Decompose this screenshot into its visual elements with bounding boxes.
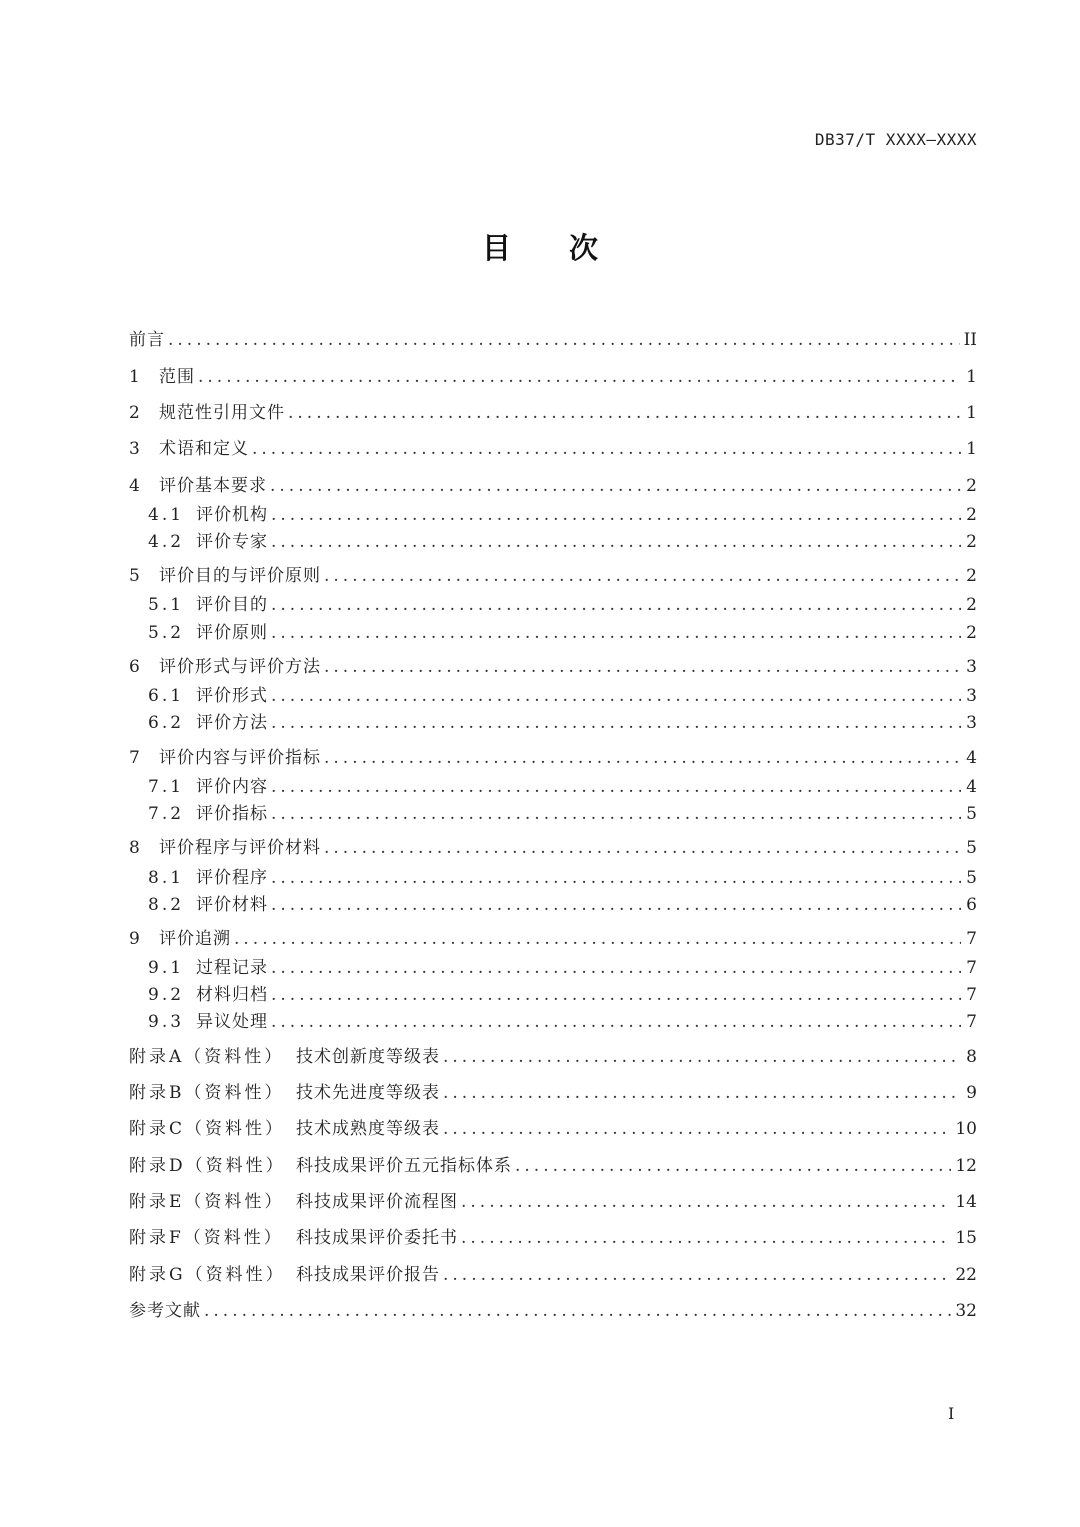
toc-entry-label [129, 802, 268, 826]
toc-entry[interactable] [129, 802, 977, 826]
toc-entry-page: 1 [966, 403, 977, 423]
toc-entry-number: 附录B（资料性） [129, 1083, 285, 1103]
toc-entry-title: 评价内容 [196, 777, 268, 797]
toc-entry-title: 技术成熟度等级表 [296, 1119, 440, 1139]
toc-entry-page: 7 [966, 985, 977, 1005]
toc-entry-label [129, 564, 321, 588]
toc-entry[interactable] [129, 621, 977, 645]
toc-entry[interactable] [129, 1117, 977, 1141]
toc-entry-page: 14 [955, 1192, 977, 1212]
toc-entry-label [129, 836, 321, 860]
toc-entry-page: 3 [966, 686, 977, 706]
toc-entry-number: 附录E（资料性） [129, 1192, 285, 1212]
toc-entry-number: 9.1 [148, 958, 185, 978]
toc-entry[interactable] [129, 1263, 977, 1287]
toc-entry-page: 10 [955, 1119, 977, 1139]
toc-dot-leader [271, 530, 961, 554]
toc-dot-leader [271, 621, 961, 645]
toc-entry[interactable] [129, 983, 977, 1007]
toc-dot-leader [443, 1117, 951, 1141]
toc-entry[interactable] [129, 746, 977, 770]
toc-entry-title: 科技成果评价五元指标体系 [296, 1156, 512, 1176]
toc-entry[interactable] [129, 893, 977, 917]
toc-entry-title: 评价方法 [196, 713, 268, 733]
toc-entry-label [129, 1299, 201, 1323]
toc-entry-label [129, 1045, 440, 1069]
toc-entry-title: 规范性引用文件 [159, 403, 285, 423]
toc-entry-title: 评价材料 [196, 895, 268, 915]
toc-entry[interactable] [129, 1154, 977, 1178]
toc-entry-page: 5 [966, 804, 977, 824]
toc-entry[interactable] [129, 564, 977, 588]
toc-entry-label [129, 401, 285, 425]
toc-entry-label [129, 1263, 440, 1287]
toc-entry-label [129, 530, 268, 554]
toc-entry-number: 1 [129, 367, 143, 387]
toc-entry-label [129, 893, 268, 917]
toc-entry-title: 材料归档 [196, 985, 268, 1005]
toc-entry[interactable] [129, 927, 977, 951]
toc-entry-page: 8 [966, 1047, 977, 1067]
toc-entry-title: 技术先进度等级表 [296, 1083, 440, 1103]
toc-entry[interactable] [129, 593, 977, 617]
toc-entry[interactable] [129, 1081, 977, 1105]
toc-entry-title: 评价专家 [196, 532, 268, 552]
toc-entry-title: 异议处理 [196, 1012, 268, 1032]
toc-entry[interactable] [129, 1190, 977, 1214]
toc-entry[interactable] [129, 401, 977, 425]
toc-entry[interactable] [129, 365, 977, 389]
toc-entry-label [129, 746, 321, 770]
toc-dot-leader [515, 1154, 951, 1178]
toc-entry-title: 过程记录 [196, 958, 268, 978]
toc-entry-title: 评价程序 [196, 868, 268, 888]
toc-entry-title: 评价形式 [196, 686, 268, 706]
toc-entry-title: 评价机构 [196, 505, 268, 525]
toc-entry-number: 6.1 [148, 686, 185, 706]
toc-entry[interactable] [129, 503, 977, 527]
toc-entry-page: 3 [966, 657, 977, 677]
toc-entry-number: 9.2 [148, 985, 185, 1005]
toc-entry-label [129, 655, 321, 679]
toc-entry-page: 6 [966, 895, 977, 915]
toc-entry-label [129, 593, 268, 617]
toc-entry-number: 4.1 [148, 505, 185, 525]
toc-entry[interactable] [129, 1226, 977, 1250]
toc-entry-page: 1 [966, 367, 977, 387]
toc-entry[interactable] [129, 866, 977, 890]
toc-entry-number: 6 [129, 657, 143, 677]
toc-entry-page: 32 [955, 1301, 977, 1321]
toc-entry-page: 7 [966, 958, 977, 978]
toc-entry[interactable] [129, 684, 977, 708]
toc-entry-page: 2 [966, 566, 977, 586]
toc-entry-page: 2 [966, 623, 977, 643]
toc-entry-label [129, 711, 268, 735]
toc-dot-leader [324, 655, 961, 679]
toc-entry-number: 附录A（资料性） [129, 1047, 285, 1067]
toc-entry-label [129, 866, 268, 890]
toc-entry-number: 附录G（资料性） [129, 1265, 286, 1285]
toc-dot-leader [271, 711, 961, 735]
toc-entry-number: 2 [129, 403, 143, 423]
toc-dot-leader [271, 866, 961, 890]
toc-entry-number: 9 [129, 929, 143, 949]
toc-entry-label [129, 437, 249, 461]
toc-entry-number: 6.2 [148, 713, 185, 733]
toc-dot-leader [204, 1299, 951, 1323]
toc-dot-leader [271, 503, 961, 527]
toc-entry-title: 评价目的 [196, 595, 268, 615]
toc-entry-title: 技术创新度等级表 [296, 1047, 440, 1067]
toc-entry-number: 7.2 [148, 804, 185, 824]
toc-entry-label [129, 684, 268, 708]
toc-entry-title: 评价内容与评价指标 [159, 748, 321, 768]
toc-dot-leader [168, 328, 960, 352]
toc-entry-label [129, 983, 268, 1007]
toc-dot-leader [324, 836, 961, 860]
toc-entry-label [129, 1190, 458, 1214]
toc-entry-label [129, 1226, 458, 1250]
toc-entry-page: 5 [966, 838, 977, 858]
toc-entry[interactable] [129, 437, 977, 461]
toc-dot-leader [270, 474, 961, 498]
toc-entry-page: 12 [955, 1156, 977, 1176]
toc-entry[interactable] [129, 655, 977, 679]
toc-entry-title: 科技成果评价委托书 [296, 1228, 458, 1248]
toc-entry[interactable] [129, 1045, 977, 1069]
toc-entry-title: 评价追溯 [159, 929, 231, 949]
toc-dot-leader [271, 802, 961, 826]
toc-entry-title: 科技成果评价流程图 [296, 1192, 458, 1212]
toc-entry-label [129, 621, 268, 645]
toc-dot-leader [271, 893, 961, 917]
toc-entry-label [129, 775, 268, 799]
toc-entry-label [129, 474, 267, 498]
toc-entry[interactable] [129, 711, 977, 735]
toc-entry[interactable] [129, 836, 977, 860]
toc-entry-page: 4 [966, 748, 977, 768]
toc-entry-number: 9.3 [148, 1012, 185, 1032]
toc-entry-title: 评价目的与评价原则 [159, 566, 321, 586]
toc-entry-label [129, 1081, 440, 1105]
toc-entry-page: 7 [966, 929, 977, 949]
toc-dot-leader [461, 1226, 951, 1250]
toc-dot-leader [443, 1263, 951, 1287]
toc-entry-number: 附录D（资料性） [129, 1156, 286, 1176]
toc-entry-label [129, 1117, 440, 1141]
toc-entry-label [129, 927, 231, 951]
toc-entry-page: 4 [966, 777, 977, 797]
toc-entry-number: 5 [129, 566, 143, 586]
toc-entry-label [129, 328, 165, 352]
toc-dot-leader [271, 956, 961, 980]
toc-entry-number: 8.1 [148, 868, 185, 888]
toc-entry-title: 评价基本要求 [159, 476, 267, 496]
toc-entry-title: 评价程序与评价材料 [159, 838, 321, 858]
toc-entry[interactable] [129, 1299, 977, 1323]
toc-entry-number: 5.1 [148, 595, 185, 615]
toc-entry-label [129, 1010, 268, 1034]
document-code: DB37/T XXXX—XXXX [814, 130, 977, 149]
toc-dot-leader [324, 564, 961, 588]
toc-entry-page: 2 [966, 505, 977, 525]
toc-dot-leader [198, 365, 961, 389]
page-number: I [948, 1404, 955, 1423]
toc-entry-number: 7.1 [148, 777, 185, 797]
toc-entry-label [129, 365, 195, 389]
toc-entry-number: 4 [129, 476, 143, 496]
toc-dot-leader [234, 927, 961, 951]
toc-entry-number: 附录F（资料性） [129, 1228, 284, 1248]
toc-dot-leader [461, 1190, 951, 1214]
toc-entry-label [129, 503, 268, 527]
toc-entry-page: 2 [966, 595, 977, 615]
toc-entry-page: 1 [966, 439, 977, 459]
toc-entry-number: 附录C（资料性） [129, 1119, 286, 1139]
toc-entry-label [129, 956, 268, 980]
toc-dot-leader [443, 1045, 961, 1069]
toc-entry-number: 8.2 [148, 895, 185, 915]
toc-entry-number: 8 [129, 838, 143, 858]
toc-entry-title: 前言 [129, 330, 165, 350]
toc-dot-leader [271, 593, 961, 617]
toc-entry-title: 科技成果评价报告 [296, 1265, 440, 1285]
toc-entry-page: 3 [966, 713, 977, 733]
toc-entry-page: 2 [966, 476, 977, 496]
toc-entry-title: 范围 [159, 367, 195, 387]
toc-entry-page: 9 [966, 1083, 977, 1103]
toc-entry[interactable] [129, 1010, 977, 1034]
toc-dot-leader [271, 983, 961, 1007]
toc-entry-number: 4.2 [148, 532, 185, 552]
toc-entry-page: II [963, 330, 977, 350]
toc-entry-title: 参考文献 [129, 1301, 201, 1321]
toc-entry-label [129, 1154, 512, 1178]
toc-entry-title: 术语和定义 [159, 439, 249, 459]
toc-dot-leader [271, 775, 961, 799]
toc-entry[interactable] [129, 474, 977, 498]
toc-entry-page: 15 [955, 1228, 977, 1248]
toc-entry-title: 评价指标 [196, 804, 268, 824]
toc-entry-number: 5.2 [148, 623, 185, 643]
toc-entry-number: 3 [129, 439, 143, 459]
toc-entry-page: 5 [966, 868, 977, 888]
toc-entry[interactable] [129, 328, 977, 352]
page-title: 目次 [481, 231, 656, 265]
toc-dot-leader [271, 684, 961, 708]
toc-dot-leader [443, 1081, 961, 1105]
toc-entry[interactable] [129, 956, 977, 980]
toc-entry-page: 2 [966, 532, 977, 552]
toc-dot-leader [271, 1010, 961, 1034]
toc-entry[interactable] [129, 775, 977, 799]
toc-entry-page: 22 [955, 1265, 977, 1285]
toc-entry-number: 7 [129, 748, 143, 768]
toc-dot-leader [324, 746, 961, 770]
toc-entry-title: 评价原则 [196, 623, 268, 643]
toc-entry-page: 7 [966, 1012, 977, 1032]
toc-entry[interactable] [129, 530, 977, 554]
toc-dot-leader [288, 401, 961, 425]
toc-entry-title: 评价形式与评价方法 [159, 657, 321, 677]
toc-dot-leader [252, 437, 961, 461]
